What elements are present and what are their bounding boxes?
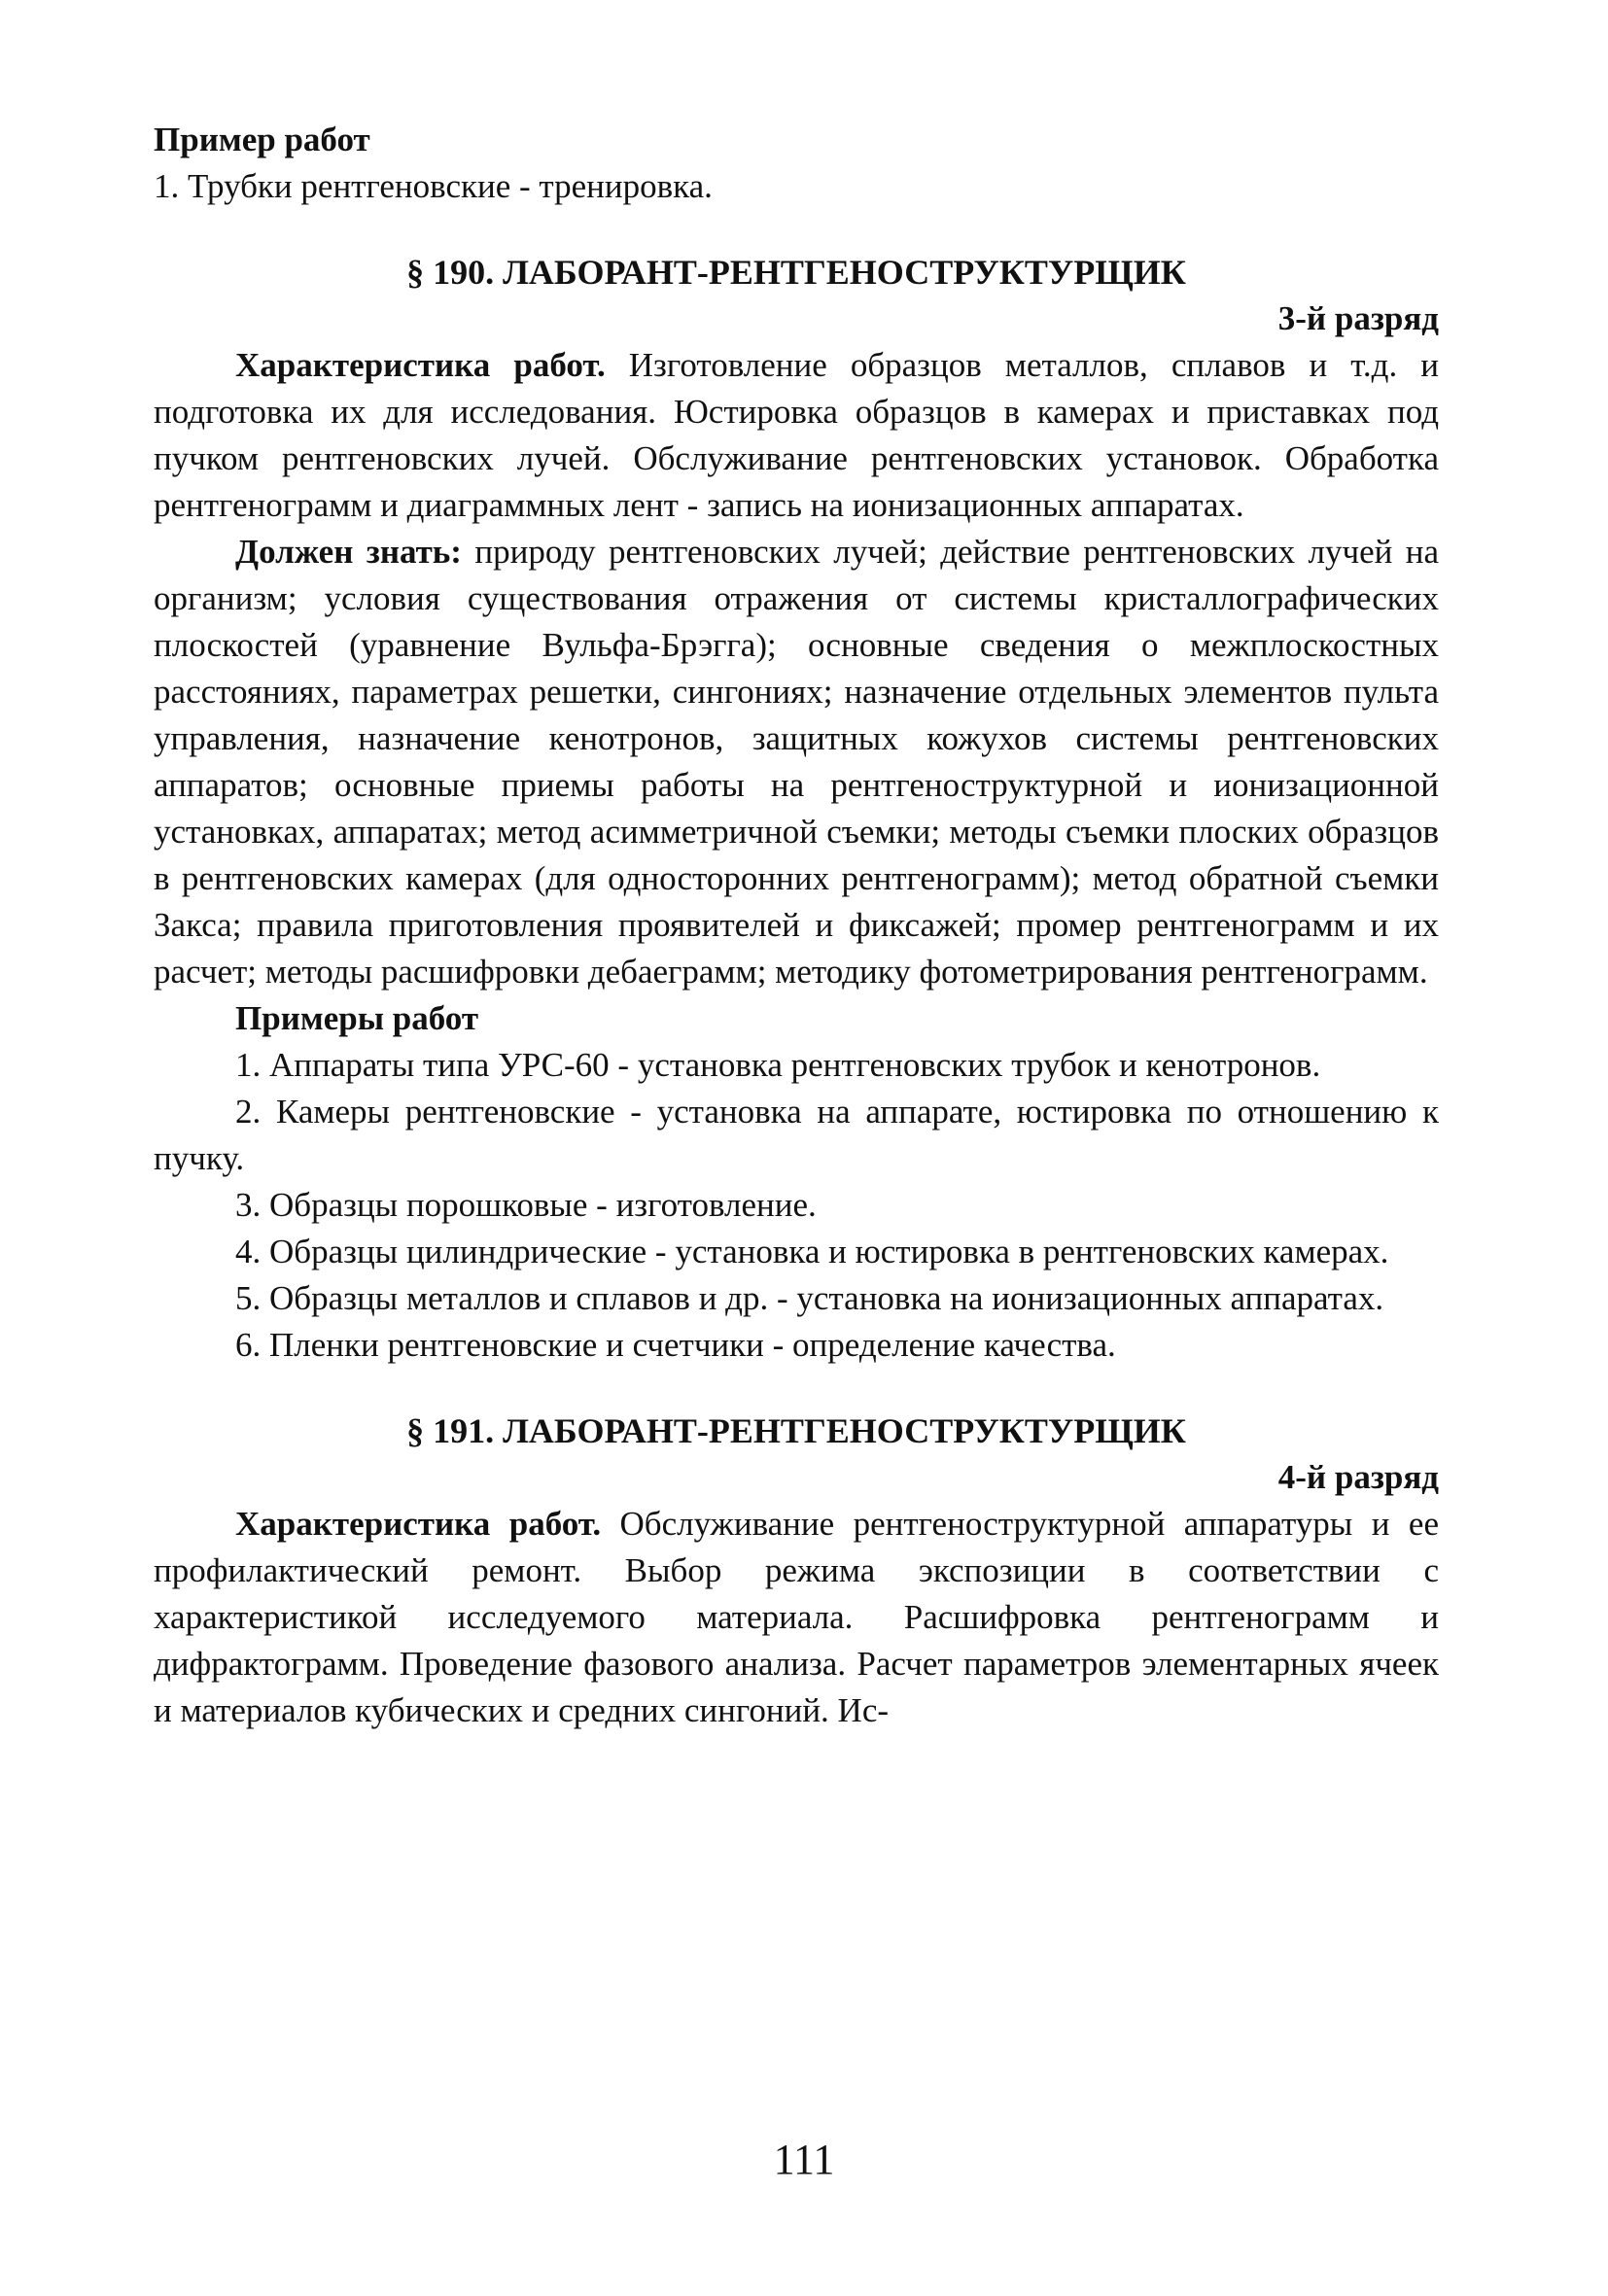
section-190-title: § 190. ЛАБОРАНТ-РЕНТГЕНОСТРУКТУРЩИК bbox=[406, 253, 1186, 292]
characteristics-text: Обслуживание рентгеноструктурной аппаратуры и ее профилактический ремонт. Выбор режима экспозиции в соответствии с характеристикой исследуемого материала. Расшифровка рентгенограмм и дифрактограмм. Проведение фазового анализа. Расчет параметров элементарных ячеек и материалов кубических и средних сингоний. Ис- bbox=[154, 1505, 1439, 1729]
section-191-title: § 191. ЛАБОРАНТ-РЕНТГЕНОСТРУКТУРЩИК bbox=[406, 1411, 1186, 1450]
section-190-grade: 3-й разряд bbox=[1277, 299, 1439, 337]
section-191-characteristics bbox=[154, 1501, 1439, 1734]
example-item-4: 4. Образцы цилиндрические - установка и юстировка в рентгеновских камерах. bbox=[235, 1233, 1389, 1270]
section-190-examples-heading: Примеры работ bbox=[235, 999, 479, 1037]
example-heading: Пример работ bbox=[154, 121, 370, 158]
example-item-5: 5. Образцы металлов и сплавов и др. - установка на ионизационных аппаратах. bbox=[235, 1279, 1384, 1317]
section-190-knowledge bbox=[154, 529, 1439, 995]
characteristics-label: Характеристика работ. bbox=[235, 1505, 602, 1543]
example-item-6: 6. Пленки рентгеновские и счетчики - определение качества. bbox=[235, 1326, 1116, 1364]
knowledge-text: природу рентгеновских лучей; действие рентгеновских лучей на организм; условия существования отражения от системы кристаллографических плоскостей (уравнение Вульфа-Брэгга); основные сведения о межплоскостных расстояниях, параметрах решетки, сингониях; назначение отдельных элементов пульта управления, назначение кенотронов, защитных кожухов системы рентгеновских аппаратов; основные приемы работы на рентгеноструктурной и ионизационной установках, аппаратах; метод асимметричной съемки; методы съемки плоских образцов в рентгеновских камерах (для односторонних рентгенограмм); метод обратной съемки Закса; правила приготовления проявителей и фиксажей; промер рентгенограмм и их расчет; методы расшифровки дебаеграмм; методику фотометрирования рентгенограмм. bbox=[154, 533, 1440, 991]
example-item-2: 2. Камеры рентгеновские - установка на аппарате, юстировка по отношению к пучку. bbox=[154, 1093, 1439, 1177]
knowledge-label: Должен знать: bbox=[235, 533, 462, 571]
example-item: 1. Трубки рентгеновские - тренировка. bbox=[154, 167, 713, 205]
characteristics-label: Характеристика работ. bbox=[235, 346, 606, 384]
document-page bbox=[154, 117, 1439, 1734]
example-item-1: 1. Аппараты типа УРС-60 - установка рентгеновских трубок и кенотронов. bbox=[235, 1046, 1321, 1084]
section-190-characteristics bbox=[154, 342, 1439, 529]
section-191-grade: 4-й разряд bbox=[1277, 1458, 1439, 1496]
example-item-3: 3. Образцы порошковые - изготовление. bbox=[235, 1186, 817, 1224]
page-number: 111 bbox=[773, 2136, 835, 2183]
characteristics-text: Изготовление образцов металлов, сплавов и т.д. и подготовка их для исследования. Юстировка образцов в камерах и приставках под пучком рентгеновских лучей. Обслуживание рентгеновских установок. Обработка рентгенограмм и диаграммных лент - запись на ионизационных аппаратах. bbox=[154, 346, 1439, 524]
